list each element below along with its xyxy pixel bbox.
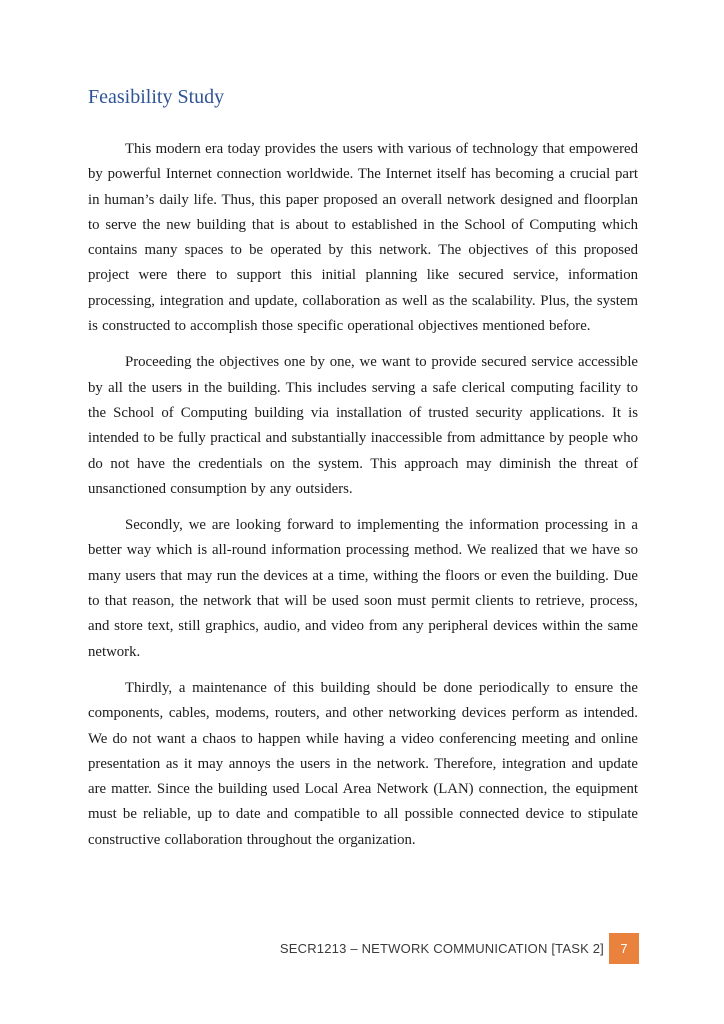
paragraph-1: This modern era today provides the users with various of technology that empowered by powerful Internet connection worldwide. The Internet itself has becoming a crucial part in human’s daily life. Thus, this paper proposed an overall network designed and floorplan to serve the new building that is about to established in the School of Computing which contains many spaces to be operated by this network. The objectives of this proposed project were there to support this initial planning like secured service, information processing, integration and update, collaboration as well as the scalability. Plus, the system is constructed to accomplish those specific operational objectives mentioned before. <box>88 141 638 335</box>
paragraph-4: Thirdly, a maintenance of this building should be done periodically to ensure the components, cables, modems, routers, and other networking devices perform as intended. We do not want a chaos to happen while having a video conferencing meeting and online presentation as it may annoys the users in the network. Therefore, integration and update are matter. Since the building used Local Area Network (LAN) connection, the equipment must be reliable, up to date and compatible to all possible connected device to stipulate constructive collaboration throughout the organization. <box>88 679 638 848</box>
document-content <box>88 84 638 864</box>
page-footer <box>280 933 639 964</box>
page-number-badge: 7 <box>609 933 639 964</box>
paragraph-2: Proceeding the objectives one by one, we want to provide secured service accessible by all the users in the building. This includes serving a safe clerical computing facility to the School of Computing building via installation of trusted security applications. It is intended to be fully practical and substantially inaccessible from admittance by people who do not have the credentials on the system. This approach may diminish the threat of unsanctioned consumption by any outsiders. <box>88 354 638 497</box>
document-body <box>88 137 638 853</box>
footer-course-label: SECR1213 – NETWORK COMMUNICATION [TASK 2] <box>279 941 604 956</box>
section-heading: Feasibility Study <box>88 86 225 108</box>
paragraph-3: Secondly, we are looking forward to implementing the information processing in a better way which is all-round information processing method. We realized that we have so many users that may run the devices at a time, withing the floors or even the building. Due to that reason, the network that will be used soon must permit clients to retrieve, process, and store text, still graphics, audio, and video from any peripheral devices within the same network. <box>88 517 638 660</box>
